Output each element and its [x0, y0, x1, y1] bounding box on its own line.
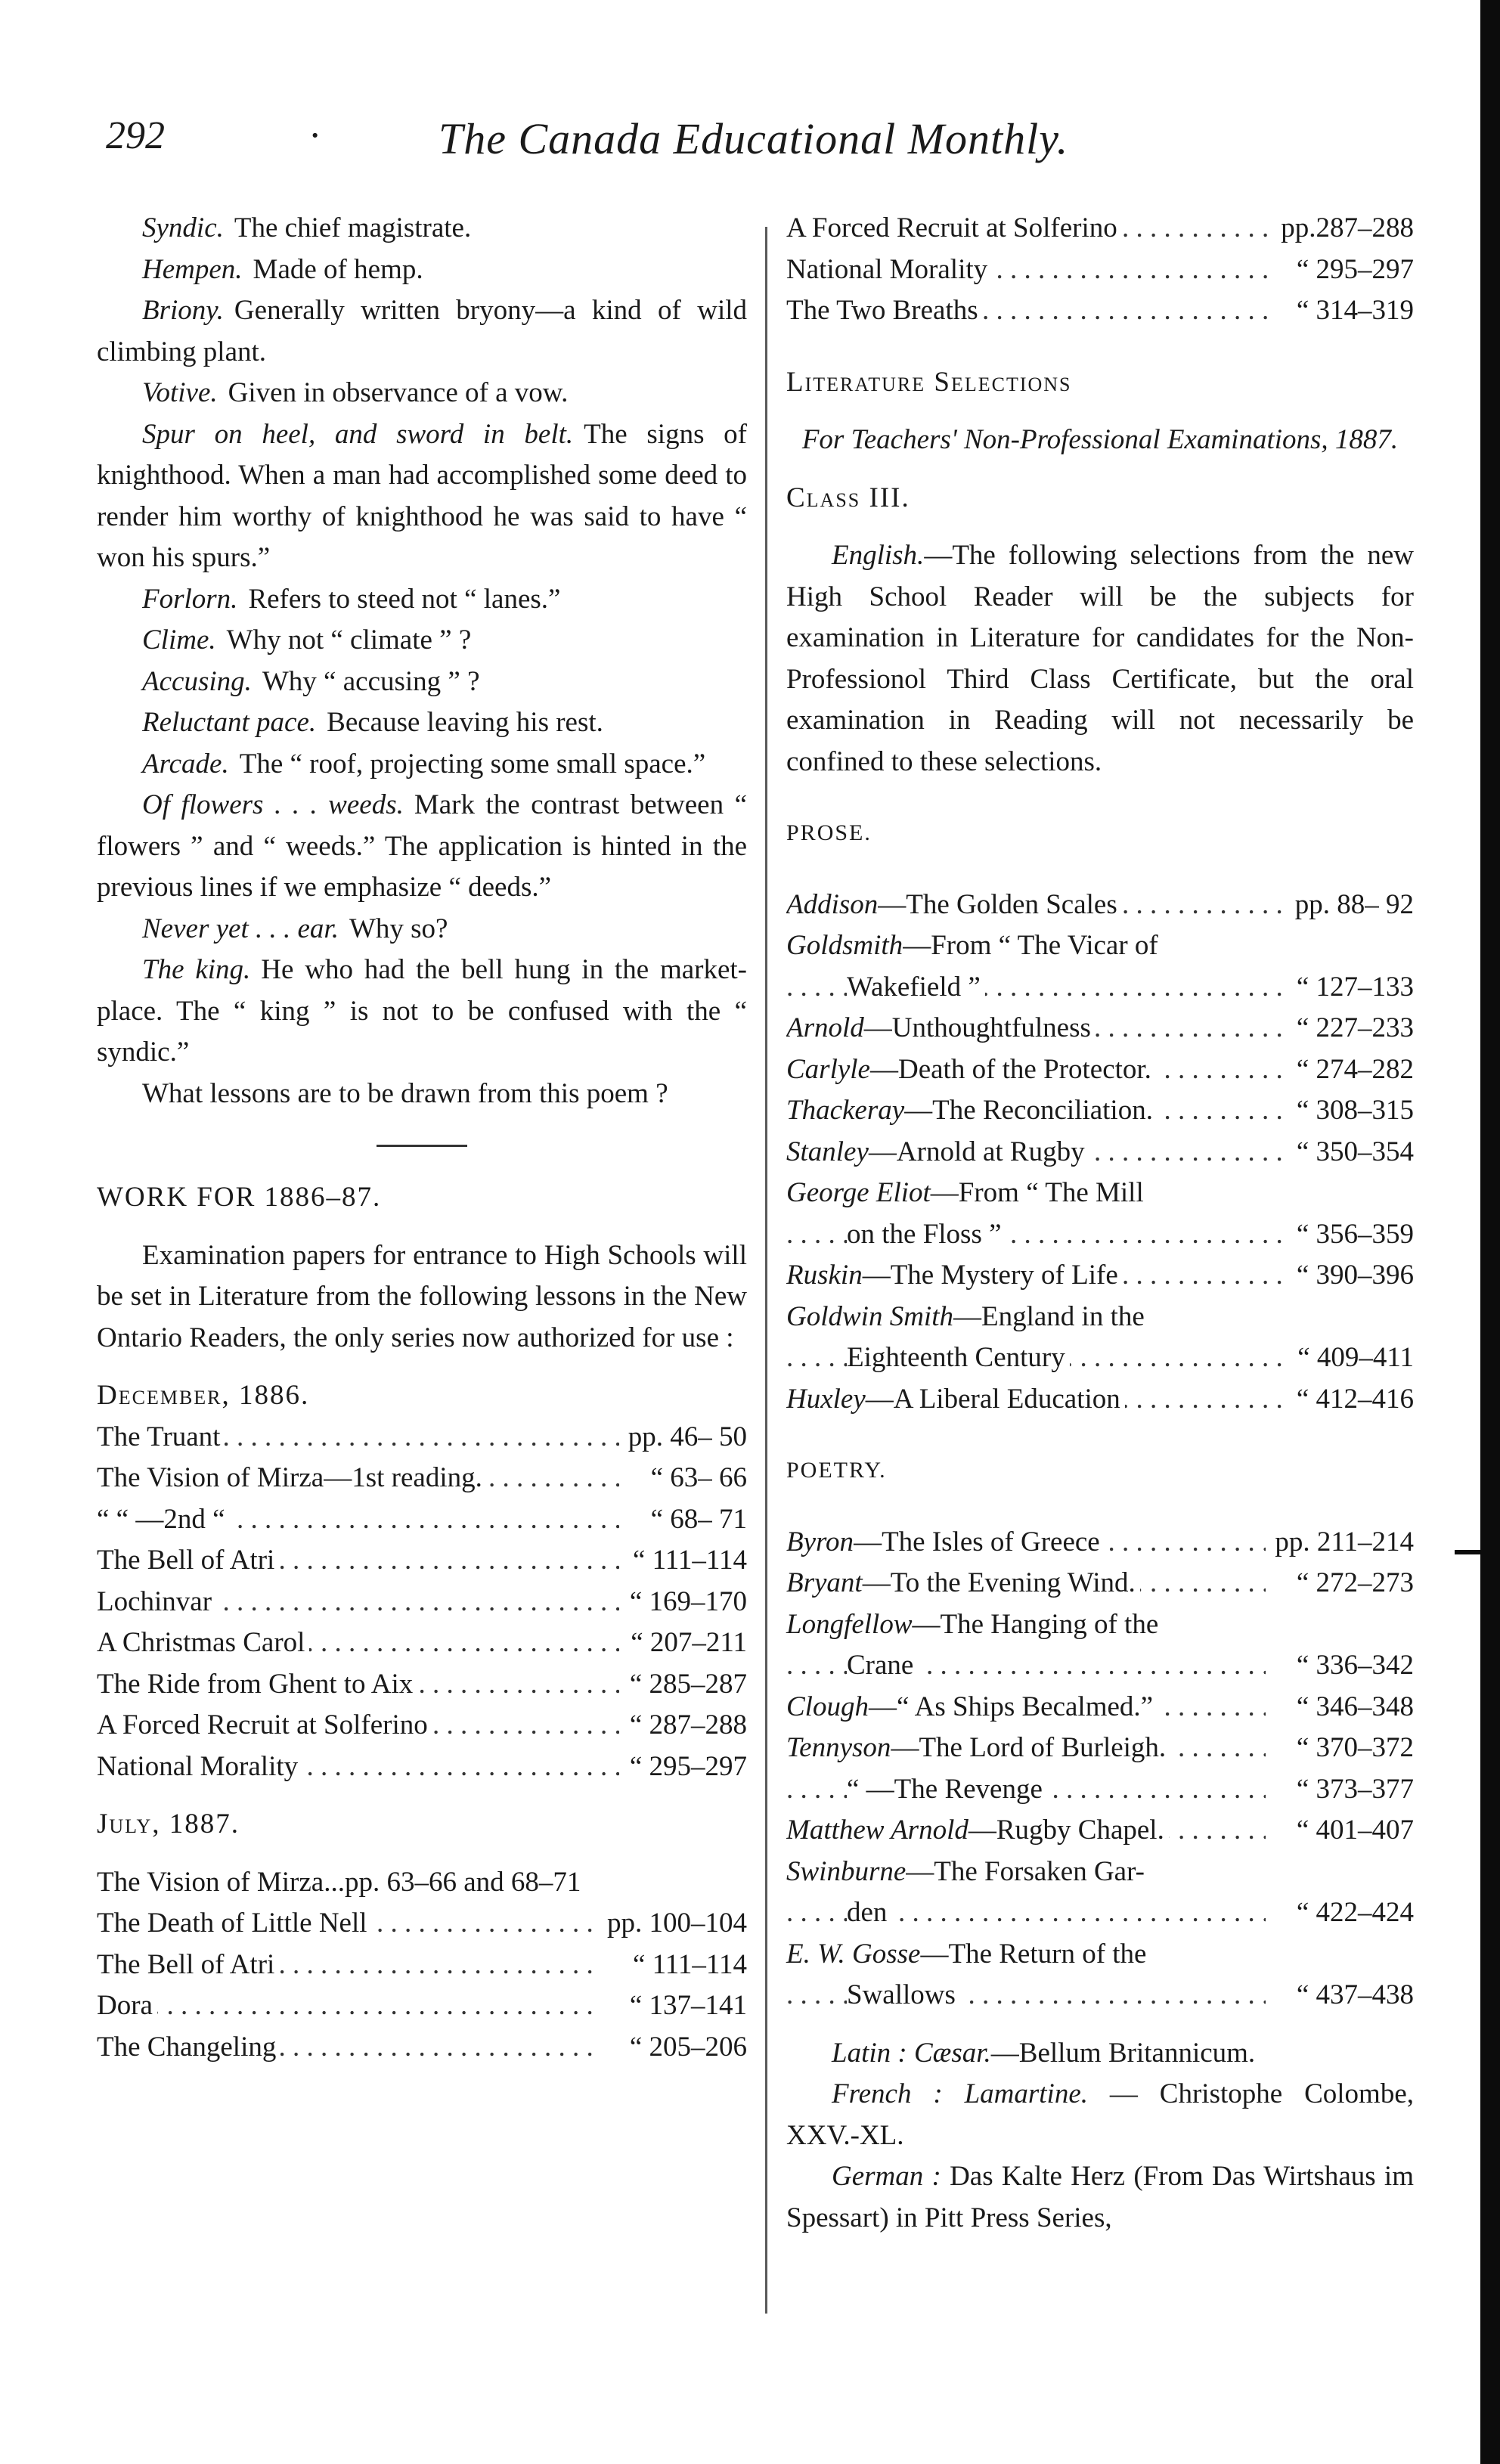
- prose-selections-list: [786, 885, 1414, 1421]
- item-title: —The Isles of Greece: [854, 1526, 1100, 1557]
- item-entry: [786, 1567, 1140, 1598]
- item-pages: “ 308–315: [1296, 1095, 1414, 1126]
- german-text: Das Kalte Herz (From Das Wirtshaus im Spessart) in Pitt Press Series,: [786, 2161, 1414, 2233]
- french-label: French : Lamartine.: [832, 2078, 1089, 2109]
- item-entry: [786, 1260, 1123, 1291]
- list-item: [786, 1008, 1414, 1049]
- item-title-cell: [786, 967, 1286, 1009]
- item-title: —England in the: [953, 1300, 1145, 1332]
- item-entry: [847, 1342, 1070, 1373]
- item-author: Matthew Arnold: [786, 1815, 968, 1846]
- note-text: Given in observance of a vow.: [228, 377, 569, 408]
- item-title-cell: [97, 1862, 598, 1904]
- note-text: The “ roof, projecting some small space.”: [239, 748, 706, 779]
- list-item: [97, 1664, 747, 1706]
- item-title-cell: [97, 1458, 619, 1499]
- item-title-cell: [786, 1769, 1266, 1811]
- annotation-note: [97, 950, 747, 1074]
- item-title-cell: [786, 1975, 1266, 2016]
- item-pages: “ 137–141: [629, 1990, 747, 2021]
- section-rule: [377, 1145, 467, 1147]
- item-title: A Forced Recruit at Solferino: [97, 1709, 432, 1740]
- left-column: [97, 208, 747, 2068]
- list-item: [786, 1687, 1414, 1728]
- list-item: [786, 1892, 1414, 1934]
- item-entry: [847, 1650, 918, 1681]
- note-term: Never yet . . . ear.: [142, 913, 339, 944]
- item-pages: “ 207–211: [631, 1627, 747, 1658]
- item-title-cell: [786, 1049, 1286, 1091]
- list-item: [786, 1522, 1414, 1564]
- list-item: [786, 1810, 1414, 1852]
- list-item: [97, 1540, 747, 1582]
- item-entry: [847, 1897, 891, 1928]
- item-title: The Ride from Ghent to Aix: [97, 1669, 417, 1700]
- column-divider: [765, 227, 767, 2314]
- poetry-heading: POETRY.: [786, 1458, 887, 1483]
- item-entry: [786, 1609, 1158, 1640]
- item-continuation: Wakefield ”: [847, 971, 981, 1003]
- item-pages: “ 336–342: [1296, 1650, 1414, 1681]
- annotation-note: [97, 785, 747, 909]
- item-title: The Bell of Atri: [97, 1949, 279, 1980]
- item-pages: “ 350–354: [1296, 1136, 1414, 1167]
- list-item: [97, 1985, 747, 2027]
- item-title: The Truant: [97, 1421, 225, 1452]
- page-number: 292: [106, 114, 165, 157]
- item-title-cell: [97, 1705, 619, 1746]
- english-label: English.: [832, 540, 925, 571]
- item-pages: “ 390–396: [1296, 1260, 1414, 1291]
- item-title: “ “ —2nd “: [97, 1504, 230, 1535]
- item-title: —To the Evening Wind.: [862, 1567, 1136, 1598]
- note-text: Because leaving his rest.: [327, 707, 603, 738]
- item-pages: [1266, 1934, 1414, 1976]
- note-term: Spur on heel, and sword in belt.: [142, 418, 574, 450]
- work-intro: Examination papers for entrance to High Schools will be set in Literature from the following lessons in the New Ontario Readers, the only series now authorized for use :: [97, 1239, 747, 1353]
- note-text: Why so?: [349, 913, 448, 944]
- list-item: [786, 208, 1414, 249]
- item-title: —The Reconciliation.: [904, 1095, 1153, 1126]
- list-item: [786, 1173, 1414, 1214]
- note-term: Arcade.: [142, 748, 229, 779]
- item-pages: [1286, 1297, 1414, 1338]
- item-title-cell: [97, 1417, 619, 1458]
- item-title: A Forced Recruit at Solferino: [786, 212, 1122, 243]
- literature-subheading: For Teachers' Non-Professional Examinations, 1887.: [801, 424, 1399, 455]
- item-pages: “ 401–407: [1296, 1815, 1414, 1846]
- item-title-cell: [786, 290, 1272, 332]
- item-pages: “ 314–319: [1296, 295, 1414, 326]
- item-entry: [786, 1136, 1089, 1167]
- list-item: [97, 2027, 747, 2069]
- list-item: [97, 1945, 747, 1986]
- item-entry: [847, 972, 985, 1003]
- note-term: Syndic.: [142, 212, 224, 243]
- note-term: Clime.: [142, 625, 216, 656]
- item-pages: “ 287–288: [629, 1709, 747, 1740]
- item-title: Lochinvar: [97, 1586, 216, 1617]
- item-title-cell: [786, 1892, 1266, 1934]
- item-title-cell: [786, 1173, 1286, 1214]
- annotation-note: [97, 249, 747, 291]
- annotation-note: [97, 662, 747, 703]
- list-item: [97, 1582, 747, 1623]
- list-item: [786, 1769, 1414, 1811]
- item-title: The Two Breaths: [786, 295, 983, 326]
- item-author: Carlyle: [786, 1053, 870, 1085]
- latin-text: —Bellum Britannicum.: [990, 2037, 1256, 2069]
- item-title-cell: [97, 1985, 598, 2027]
- note-term: Forlorn.: [142, 583, 238, 615]
- list-item: [786, 1379, 1414, 1421]
- page-edge-mark: [1455, 1550, 1500, 1554]
- annotation-note: [97, 620, 747, 662]
- note-text: Made of hemp.: [253, 253, 423, 285]
- annotation-note: [97, 702, 747, 744]
- item-entry: [786, 1301, 1145, 1332]
- item-pages: [598, 1862, 747, 1904]
- item-title-cell: [786, 1337, 1286, 1379]
- header-separator: ·: [308, 114, 322, 157]
- item-pages: pp. 211–214: [1275, 1526, 1414, 1557]
- item-entry: [786, 1815, 1169, 1846]
- item-entry: [786, 1691, 1158, 1722]
- item-author: Addison: [786, 888, 879, 920]
- item-pages: “ 373–377: [1296, 1773, 1414, 1805]
- list-item: [97, 1705, 747, 1746]
- note-term: Hempen.: [142, 253, 243, 285]
- item-entry: [847, 1979, 960, 2010]
- item-entry: [786, 1526, 1105, 1557]
- item-entry: [786, 1384, 1125, 1415]
- item-pages: “ 111–114: [632, 1545, 747, 1576]
- item-title: —Unthoughtfulness: [863, 1012, 1091, 1043]
- item-author: George Eliot: [786, 1177, 931, 1208]
- latin-line: [786, 2033, 1414, 2075]
- item-entry: [847, 1219, 1006, 1250]
- note-text: He who had the bell hung in the market-place. The “ king ” is not to be confused with the “ syndic.”: [97, 954, 748, 1068]
- french-line: [786, 2074, 1414, 2156]
- item-title-cell: [97, 1945, 598, 1986]
- item-title-cell: [97, 1746, 619, 1788]
- item-pages: [1286, 925, 1414, 967]
- item-pages: “ 63– 66: [650, 1462, 747, 1493]
- item-title-cell: [786, 1852, 1266, 1893]
- item-title-cell: [786, 1255, 1286, 1297]
- note-term: The king.: [142, 954, 251, 985]
- item-title: —The Lord of Burleigh.: [891, 1732, 1167, 1763]
- item-title: —Rugby Chapel.: [968, 1815, 1164, 1846]
- item-pages: [1266, 1852, 1414, 1893]
- english-paragraph: [786, 535, 1414, 783]
- item-title: —The Hanging of the: [912, 1608, 1159, 1640]
- list-item: [97, 1499, 747, 1541]
- item-title: A Christmas Carol: [97, 1627, 309, 1658]
- item-title-cell: [786, 1604, 1266, 1646]
- note-term: Reluctant pace.: [142, 707, 317, 738]
- item-author: Goldwin Smith: [786, 1300, 953, 1332]
- item-entry: [786, 889, 1122, 920]
- german-label: German :: [832, 2161, 941, 2192]
- item-entry: [786, 1177, 1144, 1208]
- item-title: The Vision of Mirza—1st reading.: [97, 1462, 487, 1493]
- item-pages: “ 227–233: [1296, 1012, 1414, 1043]
- item-title-cell: [786, 1379, 1286, 1421]
- class-heading: Class III.: [786, 482, 910, 513]
- item-pages: “ 111–114: [632, 1948, 747, 1980]
- item-title: —From “ The Vicar of: [903, 930, 1158, 961]
- list-item: [786, 1214, 1414, 1256]
- item-entry: [786, 1939, 1146, 1970]
- item-title-cell: [786, 1563, 1266, 1604]
- list-item: [786, 1934, 1414, 1976]
- annotation-note: [97, 373, 747, 414]
- item-title-cell: [786, 1132, 1286, 1173]
- item-title-cell: [786, 1810, 1266, 1852]
- item-title-cell: [97, 1499, 619, 1541]
- item-author: Ruskin: [786, 1260, 863, 1291]
- note-text: The chief magistrate.: [234, 212, 472, 243]
- item-title: The Changeling: [97, 2032, 280, 2063]
- item-continuation: Swallows: [847, 1979, 956, 2010]
- item-pages: pp. 100–104: [607, 1908, 747, 1939]
- item-author: Bryant: [786, 1567, 863, 1598]
- july-lessons-list: [97, 1862, 747, 2069]
- item-author: Byron: [786, 1526, 854, 1557]
- literature-selections-heading: Literature Selections: [786, 366, 1072, 398]
- note-text: Generally written bryony—a kind of wild climbing plant.: [97, 295, 747, 367]
- french-text: — Christophe Colombe, XXV.-XL.: [786, 2078, 1414, 2151]
- running-title: The Canada Educational Monthly.: [439, 114, 1069, 163]
- item-title-cell: [786, 249, 1272, 291]
- item-title: Dora: [97, 1990, 157, 2021]
- item-author: Arnold: [786, 1012, 864, 1043]
- list-item: [786, 885, 1414, 926]
- list-item: [786, 967, 1414, 1009]
- item-entry: [786, 1095, 1158, 1126]
- item-title-cell: [97, 2027, 598, 2069]
- item-title-cell: [786, 885, 1286, 926]
- item-entry: [786, 930, 1158, 961]
- item-title: “ —The Revenge: [847, 1773, 1043, 1805]
- item-author: Tennyson: [786, 1732, 891, 1763]
- item-entry: [786, 1856, 1145, 1887]
- list-item: [786, 1645, 1414, 1687]
- list-item: [786, 1090, 1414, 1132]
- note-term: Of flowers . . . weeds.: [142, 789, 404, 820]
- item-title-cell: [786, 1934, 1266, 1976]
- item-title-cell: [786, 925, 1286, 967]
- item-title: —The Return of the: [920, 1938, 1147, 1970]
- item-title-cell: [786, 208, 1272, 249]
- item-title: —“ As Ships Becalmed.”: [868, 1691, 1154, 1722]
- note-term: Briony.: [142, 295, 224, 326]
- annotation-note: [97, 579, 747, 621]
- german-line: [786, 2156, 1414, 2239]
- item-pages: pp. 46– 50: [628, 1421, 747, 1452]
- list-item: [786, 925, 1414, 967]
- note-text: The signs of knighthood. When a man had accomplished some deed to render him worthy of knighthood he was said to have “ won his spurs.”: [97, 418, 747, 573]
- item-title: National Morality: [786, 254, 992, 285]
- english-text: —The following selections from the new High School Reader will be the subjects for examination in Literature for candidates for the Non-Professionol Third Class Certificate, but the oral examination in Reading will not necessarily be confined to these selections.: [786, 540, 1414, 777]
- list-item: [786, 1604, 1414, 1646]
- note-term: Votive.: [142, 377, 218, 408]
- annotation-notes: [97, 208, 747, 1074]
- item-title-cell: [786, 1297, 1286, 1338]
- list-item: [97, 1746, 747, 1788]
- item-title-cell: [97, 1623, 619, 1664]
- item-title: The Death of Little Nell: [97, 1908, 372, 1939]
- item-pages: “ 272–273: [1296, 1567, 1414, 1598]
- list-item: [786, 1563, 1414, 1604]
- item-title: National Morality: [97, 1751, 302, 1782]
- item-title-cell: [786, 1728, 1266, 1769]
- item-author: Stanley: [786, 1136, 869, 1167]
- latin-label: Latin : Cæsar.: [832, 2037, 991, 2069]
- item-title: —Arnold at Rugby: [868, 1136, 1085, 1167]
- item-title: —The Mystery of Life: [862, 1260, 1118, 1291]
- item-author: E. W. Gosse: [786, 1938, 921, 1970]
- list-item: [786, 249, 1414, 291]
- july-heading: July, 1887.: [97, 1808, 240, 1839]
- item-author: Thackeray: [786, 1095, 905, 1126]
- item-pages: “ 412–416: [1296, 1383, 1414, 1415]
- list-item: [786, 1728, 1414, 1769]
- list-item: [786, 290, 1414, 332]
- item-title: —Death of the Protector.: [869, 1053, 1151, 1085]
- list-item: [786, 1975, 1414, 2016]
- item-pages: “ 370–372: [1296, 1732, 1414, 1763]
- right-column: [786, 208, 1414, 2239]
- list-item: [786, 1132, 1414, 1173]
- item-pages: “ 295–297: [1296, 253, 1414, 285]
- item-author: Swinburne: [786, 1855, 907, 1887]
- note-text: Why not “ climate ” ?: [226, 625, 472, 656]
- item-title-cell: [786, 1687, 1266, 1728]
- item-pages: [1266, 1604, 1414, 1646]
- december-lessons-list: [97, 1417, 747, 1788]
- item-continuation: Eighteenth Century: [847, 1342, 1065, 1373]
- running-header: [106, 113, 1316, 181]
- item-continuation: den: [847, 1897, 888, 1928]
- list-item: [97, 1623, 747, 1664]
- annotation-note: [97, 909, 747, 950]
- item-title: —A Liberal Education: [865, 1383, 1120, 1415]
- item-title: —The Forsaken Gar-: [906, 1855, 1145, 1887]
- item-pages: “ 274–282: [1296, 1053, 1414, 1085]
- item-title: The Bell of Atri: [97, 1545, 279, 1576]
- item-author: Huxley: [786, 1383, 866, 1415]
- list-item: [97, 1903, 747, 1945]
- item-pages: “ 346–348: [1296, 1691, 1414, 1722]
- item-pages: “ 285–287: [629, 1668, 747, 1700]
- item-pages: “ 409–411: [1297, 1342, 1414, 1373]
- item-pages: “ 437–438: [1296, 1979, 1414, 2010]
- item-title-cell: [786, 1008, 1286, 1049]
- item-entry: [786, 1732, 1170, 1763]
- annotation-note: [97, 208, 747, 249]
- item-pages: “ 295–297: [629, 1750, 747, 1782]
- list-item: [786, 1297, 1414, 1338]
- list-item: [786, 1852, 1414, 1893]
- item-entry: [847, 1774, 1047, 1805]
- note-text: Why “ accusing ” ?: [262, 665, 480, 697]
- annotation-note: [97, 744, 747, 786]
- list-item: [97, 1862, 747, 1904]
- item-continuation: on the Floss ”: [847, 1218, 1002, 1250]
- item-pages: [1286, 1173, 1414, 1214]
- note-term: Accusing.: [142, 665, 252, 697]
- item-author: Goldsmith: [786, 930, 903, 961]
- list-item: [786, 1255, 1414, 1297]
- item-title-cell: [97, 1903, 598, 1945]
- list-item: [786, 1337, 1414, 1379]
- item-author: Longfellow: [786, 1608, 913, 1640]
- item-pages: “ 127–133: [1296, 971, 1414, 1003]
- item-entry: [786, 1012, 1096, 1043]
- december-heading: December, 1886.: [97, 1380, 310, 1411]
- item-pages: pp.287–288: [1281, 212, 1414, 243]
- note-text: Refers to steed not “ lanes.”: [248, 583, 561, 615]
- item-title-cell: [786, 1090, 1286, 1132]
- item-pages: “ 422–424: [1296, 1897, 1414, 1928]
- item-continuation: Crane: [847, 1650, 914, 1681]
- item-title-cell: [97, 1540, 619, 1582]
- item-entry: [786, 1054, 1156, 1085]
- item-title-cell: [786, 1214, 1286, 1256]
- item-title-cell: [97, 1664, 619, 1706]
- continued-lessons-list: [786, 208, 1414, 332]
- item-pages: pp. 88– 92: [1294, 888, 1414, 920]
- item-title-cell: [97, 1582, 619, 1623]
- list-item: [786, 1049, 1414, 1091]
- poetry-selections-list: [786, 1522, 1414, 2016]
- annotation-note: [97, 414, 747, 579]
- item-title-cell: [786, 1522, 1266, 1564]
- item-title: —From “ The Mill: [930, 1177, 1144, 1208]
- list-item: [97, 1417, 747, 1458]
- list-item: [97, 1458, 747, 1499]
- item-pages: “ 356–359: [1296, 1218, 1414, 1250]
- item-title-cell: [786, 1645, 1266, 1687]
- item-pages: “ 169–170: [629, 1585, 747, 1617]
- item-author: Clough: [786, 1691, 869, 1722]
- item-pages: “ 205–206: [629, 2031, 747, 2063]
- question-text: What lessons are to be drawn from this poem ?: [142, 1077, 668, 1109]
- note-text: Mark the contrast between “ flowers ” and “ weeds.” The application is hinted in the previous lines if we emphasize “ deeds.”: [97, 789, 747, 903]
- item-pages: “ 68– 71: [650, 1503, 747, 1535]
- item-title: —The Golden Scales: [878, 888, 1117, 920]
- page-edge-shadow: [1480, 0, 1500, 2464]
- item-title: The Vision of Mirza...pp. 63–66 and 68–71: [97, 1866, 581, 1898]
- prose-heading: PROSE.: [786, 820, 872, 845]
- annotation-note: [97, 290, 747, 373]
- work-heading: WORK FOR 1886–87.: [97, 1182, 382, 1213]
